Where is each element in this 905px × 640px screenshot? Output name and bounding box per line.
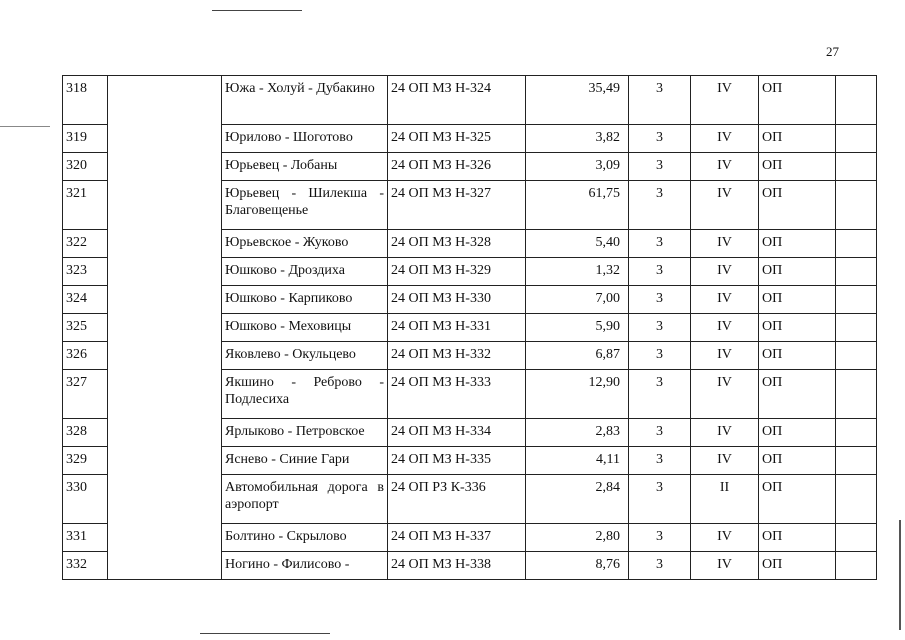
road-category: 3 <box>629 258 691 286</box>
road-name: Юшково - Меховицы <box>222 314 388 342</box>
row-number: 330 <box>63 475 108 524</box>
road-length: 5,40 <box>526 230 629 258</box>
empty-cell <box>836 447 877 475</box>
scan-artifact-line <box>200 633 330 634</box>
road-significance: ОП <box>759 153 836 181</box>
row-number: 322 <box>63 230 108 258</box>
road-code: 24 ОП МЗ Н-334 <box>388 419 526 447</box>
road-name: Ярлыково - Петровское <box>222 419 388 447</box>
road-code: 24 ОП МЗ Н-337 <box>388 524 526 552</box>
road-category: 3 <box>629 524 691 552</box>
road-significance: ОП <box>759 258 836 286</box>
road-category: 3 <box>629 552 691 580</box>
road-length: 5,90 <box>526 314 629 342</box>
road-length: 3,82 <box>526 125 629 153</box>
road-category: 3 <box>629 181 691 230</box>
empty-cell <box>836 258 877 286</box>
road-significance: ОП <box>759 370 836 419</box>
road-code: 24 ОП МЗ Н-332 <box>388 342 526 370</box>
road-name: Юшково - Дроздиха <box>222 258 388 286</box>
technical-class: IV <box>691 447 759 475</box>
technical-class: IV <box>691 524 759 552</box>
road-category: 3 <box>629 342 691 370</box>
row-number: 329 <box>63 447 108 475</box>
road-significance: ОП <box>759 125 836 153</box>
row-number: 331 <box>63 524 108 552</box>
technical-class: IV <box>691 230 759 258</box>
road-significance: ОП <box>759 475 836 524</box>
road-length: 2,84 <box>526 475 629 524</box>
road-significance: ОП <box>759 419 836 447</box>
road-category: 3 <box>629 230 691 258</box>
road-category: 3 <box>629 419 691 447</box>
road-code: 24 ОП МЗ Н-335 <box>388 447 526 475</box>
row-number: 327 <box>63 370 108 419</box>
technical-class: IV <box>691 76 759 125</box>
road-length: 2,80 <box>526 524 629 552</box>
technical-class: IV <box>691 370 759 419</box>
technical-class: IV <box>691 552 759 580</box>
road-significance: ОП <box>759 524 836 552</box>
road-name: Юшково - Карпиково <box>222 286 388 314</box>
empty-cell <box>836 230 877 258</box>
road-name: Яковлево - Окульцево <box>222 342 388 370</box>
row-number: 321 <box>63 181 108 230</box>
road-length: 6,87 <box>526 342 629 370</box>
technical-class: IV <box>691 258 759 286</box>
road-code: 24 ОП МЗ Н-329 <box>388 258 526 286</box>
empty-cell <box>836 342 877 370</box>
road-name: Юрьевское - Жуково <box>222 230 388 258</box>
road-code: 24 ОП МЗ Н-333 <box>388 370 526 419</box>
road-name: Юрьевец - Лобаны <box>222 153 388 181</box>
road-length: 4,11 <box>526 447 629 475</box>
road-name: Юрилово - Шоготово <box>222 125 388 153</box>
road-length: 12,90 <box>526 370 629 419</box>
empty-cell <box>836 524 877 552</box>
row-number: 325 <box>63 314 108 342</box>
road-category: 3 <box>629 286 691 314</box>
road-name: Автомобильная дорога в аэропорт <box>222 475 388 524</box>
technical-class: IV <box>691 286 759 314</box>
road-significance: ОП <box>759 286 836 314</box>
road-code: 24 ОП МЗ Н-330 <box>388 286 526 314</box>
road-category: 3 <box>629 475 691 524</box>
road-category: 3 <box>629 125 691 153</box>
technical-class: IV <box>691 419 759 447</box>
road-significance: ОП <box>759 552 836 580</box>
roads-table <box>62 75 877 580</box>
road-length: 1,32 <box>526 258 629 286</box>
road-significance: ОП <box>759 181 836 230</box>
technical-class: IV <box>691 314 759 342</box>
road-length: 61,75 <box>526 181 629 230</box>
row-number: 319 <box>63 125 108 153</box>
empty-cell <box>836 286 877 314</box>
road-code: 24 ОП РЗ К-336 <box>388 475 526 524</box>
owner-cell <box>108 76 222 580</box>
road-length: 7,00 <box>526 286 629 314</box>
technical-class: IV <box>691 153 759 181</box>
road-code: 24 ОП МЗ Н-325 <box>388 125 526 153</box>
road-name: Якшино - Реброво - Подлесиха <box>222 370 388 419</box>
technical-class: IV <box>691 181 759 230</box>
row-number: 326 <box>63 342 108 370</box>
road-significance: ОП <box>759 76 836 125</box>
table-row <box>63 76 877 125</box>
road-code: 24 ОП МЗ Н-327 <box>388 181 526 230</box>
road-category: 3 <box>629 153 691 181</box>
technical-class: II <box>691 475 759 524</box>
road-name: Болтино - Скрылово <box>222 524 388 552</box>
empty-cell <box>836 475 877 524</box>
road-length: 35,49 <box>526 76 629 125</box>
road-significance: ОП <box>759 230 836 258</box>
row-number: 328 <box>63 419 108 447</box>
road-name: Яснево - Синие Гари <box>222 447 388 475</box>
row-number: 320 <box>63 153 108 181</box>
road-category: 3 <box>629 370 691 419</box>
empty-cell <box>836 419 877 447</box>
road-length: 2,83 <box>526 419 629 447</box>
row-number: 332 <box>63 552 108 580</box>
road-code: 24 ОП МЗ Н-331 <box>388 314 526 342</box>
empty-cell <box>836 125 877 153</box>
empty-cell <box>836 370 877 419</box>
road-name: Южа - Холуй - Дубакино <box>222 76 388 125</box>
technical-class: IV <box>691 342 759 370</box>
scan-artifact-line <box>899 520 901 630</box>
row-number: 318 <box>63 76 108 125</box>
road-significance: ОП <box>759 342 836 370</box>
empty-cell <box>836 181 877 230</box>
road-code: 24 ОП МЗ Н-326 <box>388 153 526 181</box>
road-code: 24 ОП МЗ Н-328 <box>388 230 526 258</box>
road-length: 3,09 <box>526 153 629 181</box>
empty-cell <box>836 552 877 580</box>
road-category: 3 <box>629 447 691 475</box>
road-code: 24 ОП МЗ Н-338 <box>388 552 526 580</box>
row-number: 324 <box>63 286 108 314</box>
road-category: 3 <box>629 314 691 342</box>
road-name: Ногино - Филисово - <box>222 552 388 580</box>
road-significance: ОП <box>759 314 836 342</box>
road-code: 24 ОП МЗ Н-324 <box>388 76 526 125</box>
scan-artifact-line <box>212 10 302 11</box>
road-length: 8,76 <box>526 552 629 580</box>
page-number: 27 <box>826 44 839 59</box>
road-category: 3 <box>629 76 691 125</box>
empty-cell <box>836 314 877 342</box>
road-significance: ОП <box>759 447 836 475</box>
scan-artifact-line <box>0 126 50 127</box>
technical-class: IV <box>691 125 759 153</box>
road-name: Юрьевец - Шилекша - Благовещенье <box>222 181 388 230</box>
row-number: 323 <box>63 258 108 286</box>
empty-cell <box>836 76 877 125</box>
empty-cell <box>836 153 877 181</box>
